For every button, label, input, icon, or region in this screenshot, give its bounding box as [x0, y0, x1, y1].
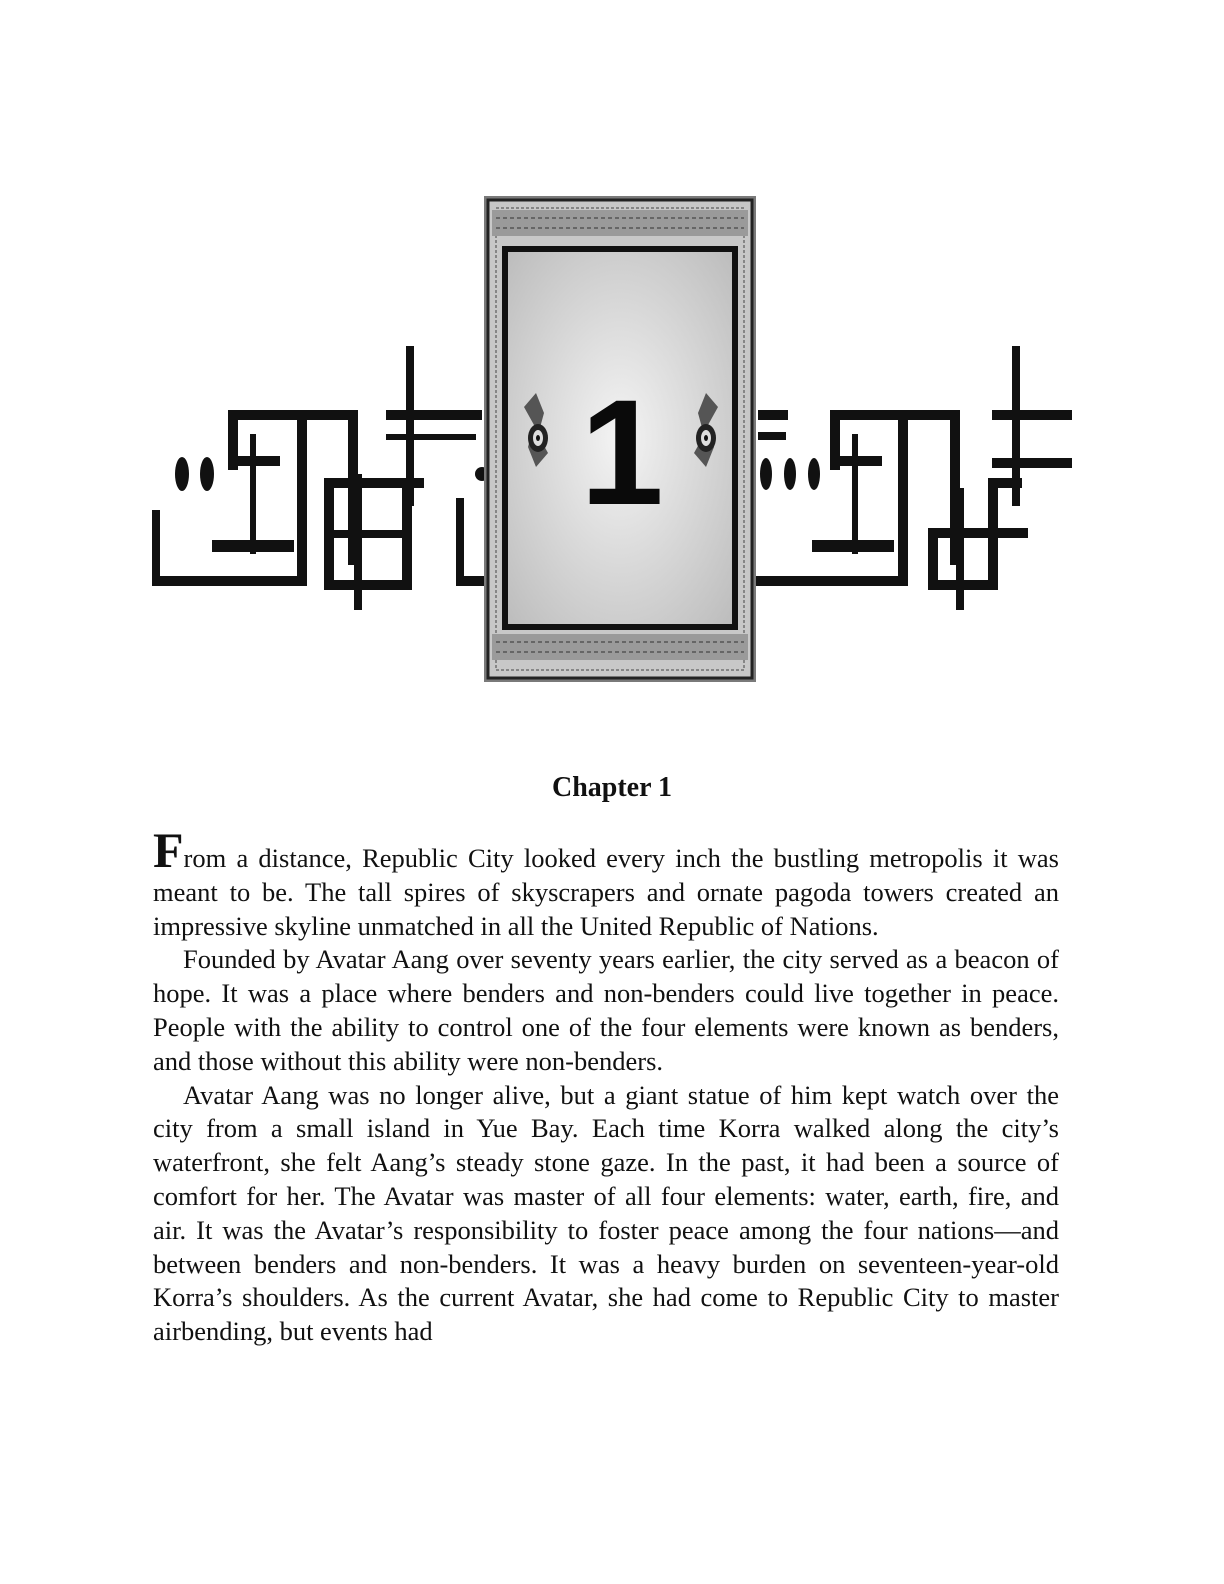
chapter-number: 1	[580, 368, 664, 536]
chapter-title: Chapter 1	[551, 772, 673, 803]
right-meander-icon	[756, 346, 1072, 610]
chapter-ornament	[150, 188, 1074, 688]
paragraph-text: rom a distance, Republic City looked every inch the bustling metropolis it was meant to be. The tall spires of skyscrapers and ornate pagoda towers created an impressive skyline unmatched in all the United Republic of Nations.	[153, 843, 1059, 941]
paragraph: Founded by Avatar Aang over seventy years earlier, the city served as a beacon of hope. It was a place where benders and non-benders could live together in peace. People with the ability to control one of the four elements were known as benders, and those without this ability were non-benders.	[153, 944, 1059, 1076]
chapter-body	[153, 822, 1059, 1349]
left-meander-icon	[152, 346, 489, 610]
chapter-number-frame-icon	[484, 196, 756, 682]
paragraph: Avatar Aang was no longer alive, but a giant statue of him kept watch over the city from a small island in Yue Bay. Each time Korra walked along the city’s waterfront, she felt Aang’s steady stone gaze. In the past, it had been a source of comfort for her. The Avatar was master of all four elements: water, earth, fire, and air. It was the Avatar’s responsibility to foster peace among the four nations—and between benders and non-benders. It was a heavy burden on seventeen-year-old Korra’s shoulders. As the current Avatar, she had come to Republic City to master airbending, but events had	[153, 1079, 1059, 1347]
paragraph	[153, 822, 1059, 943]
drop-cap: F	[153, 822, 184, 878]
